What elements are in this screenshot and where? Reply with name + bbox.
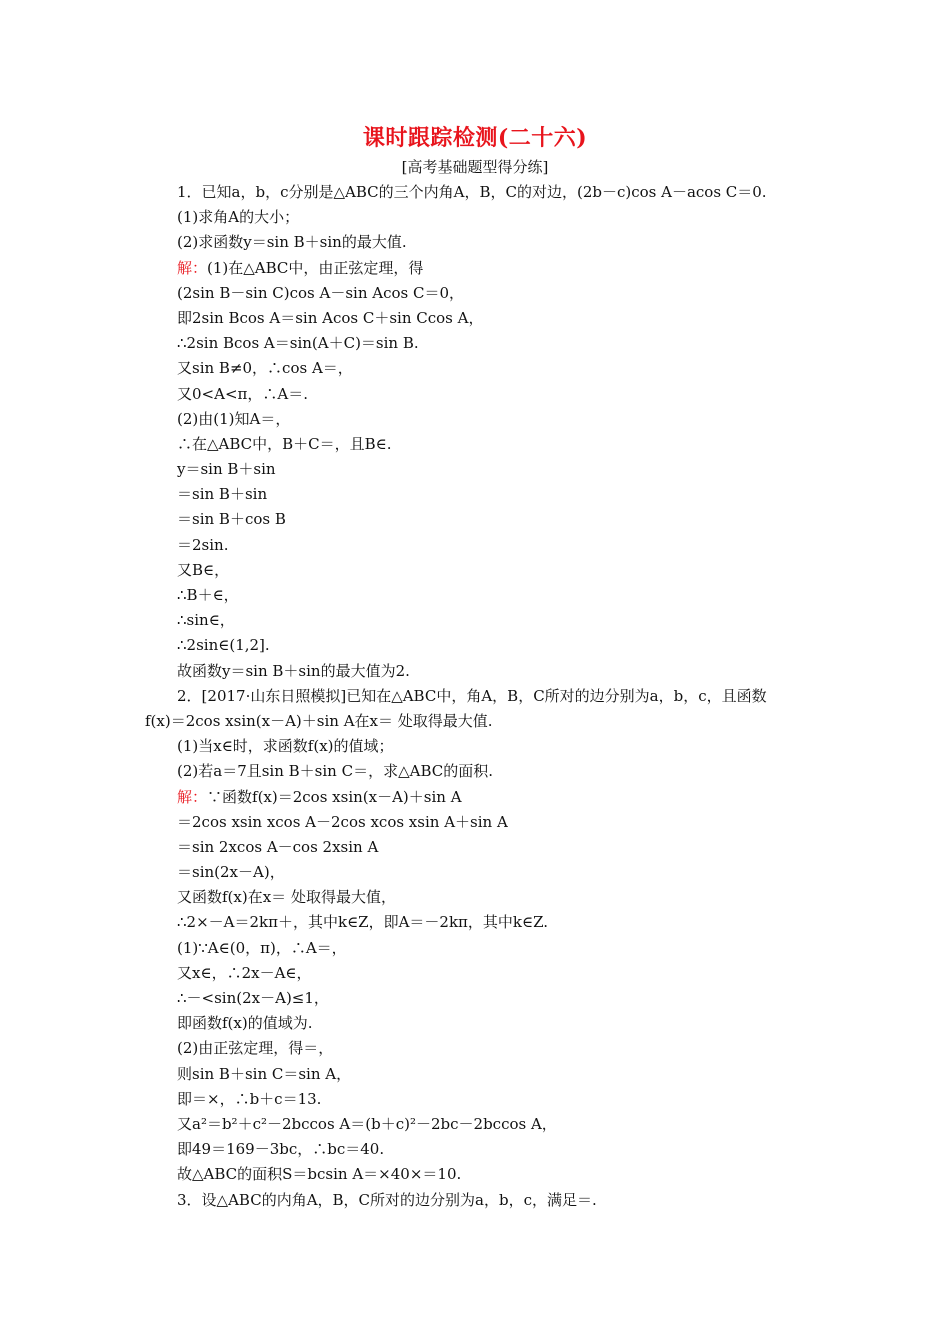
line-text: (1)当x∈时，求函数f(x)的值域； xyxy=(177,737,394,756)
line-text: y＝sin B＋sin xyxy=(177,460,276,479)
line-text: 即＝×，∴b＋c＝13. xyxy=(177,1089,322,1108)
line-text: 故△ABC的面积S＝bcsin A＝×40×＝10. xyxy=(177,1165,462,1184)
line-text: 2．[2017·山东日照模拟]已知在△ABC中，角A，B，C所对的边分别为a，b，c，且函数 xyxy=(177,686,767,705)
line-text: ＝sin B＋cos B xyxy=(177,510,286,529)
line-text: ∴2sin∈(1,2]. xyxy=(177,636,270,655)
line-text: ＝sin 2xcos A－cos 2xsin A xyxy=(177,837,379,856)
line-text: ∵函数f(x)＝2cos xsin(x－A)＋sin A xyxy=(207,787,462,806)
line-text: ∴2sin Bcos A＝sin(A＋C)＝sin B. xyxy=(177,334,419,353)
text-line xyxy=(0,684,950,709)
text-line xyxy=(0,835,950,860)
text-line xyxy=(0,885,950,910)
line-text: ＝sin(2x－A)， xyxy=(177,863,285,882)
text-line xyxy=(0,507,950,532)
text-line xyxy=(0,1112,950,1137)
text-line xyxy=(0,1162,950,1187)
text-line xyxy=(0,633,950,658)
line-text: ＝sin B＋sin xyxy=(177,485,268,504)
line-text: (2sin B－sin C)cos A－sin Acos C＝0， xyxy=(177,283,464,302)
line-text: 即49＝169－3bc，∴bc＝40. xyxy=(177,1140,385,1159)
line-text: ∴－<sin(2x－A)≤1， xyxy=(177,989,329,1007)
text-line xyxy=(0,205,950,230)
text-line xyxy=(0,759,950,784)
text-line xyxy=(0,356,950,381)
line-text: 又0<A<π，∴A＝. xyxy=(177,384,308,403)
line-text: ∴sin∈， xyxy=(177,611,235,630)
text-line xyxy=(0,709,950,734)
document-body xyxy=(0,180,950,1213)
text-line xyxy=(0,457,950,482)
text-line xyxy=(0,961,950,986)
line-text: 即函数f(x)的值域为. xyxy=(177,1014,313,1033)
text-line xyxy=(0,583,950,608)
line-text: 又x∈，∴2x－A∈， xyxy=(177,963,312,982)
text-line xyxy=(0,281,950,306)
text-line xyxy=(0,910,950,935)
line-text: 3．设△ABC的内角A，B，C所对的边分别为a，b，c，满足＝. xyxy=(177,1190,597,1209)
line-text: (1)求角A的大小； xyxy=(177,208,300,227)
line-text: f(x)＝2cos xsin(x－A)＋sin A在x＝ 处取得最大值. xyxy=(145,711,493,730)
line-text: 1．已知a，b，c分别是△ABC的三个内角A，B，C的对边，(2b－c)cos A－acos C＝0. xyxy=(177,183,767,201)
text-line xyxy=(0,432,950,457)
text-line xyxy=(0,734,950,759)
line-text: (2)由正弦定理，得＝， xyxy=(177,1039,334,1058)
line-text: (2)由(1)知A＝， xyxy=(177,409,291,428)
solution-label: 解： xyxy=(177,258,208,277)
text-line xyxy=(0,860,950,885)
text-line xyxy=(0,331,950,356)
line-text: ＝2cos xsin xcos A－2cos xcos xsin A＋sin A xyxy=(177,812,508,831)
line-text: (2)求函数y＝sin B＋sin的最大值. xyxy=(177,233,407,252)
line-text: ∴在△ABC中，B＋C＝，且B∈. xyxy=(177,434,392,453)
line-text: ∴2×－A＝2kπ＋，其中k∈Z，即A＝－2kπ，其中k∈Z. xyxy=(177,913,549,932)
text-line xyxy=(0,306,950,331)
text-line xyxy=(0,382,950,407)
text-line xyxy=(0,659,950,684)
line-text: 即2sin Bcos A＝sin Acos C＋sin Ccos A， xyxy=(177,308,484,327)
line-text: 又sin B≠0，∴cos A＝， xyxy=(177,359,353,378)
text-line xyxy=(0,256,950,281)
text-line xyxy=(0,407,950,432)
text-line xyxy=(0,1087,950,1112)
text-line xyxy=(0,936,950,961)
page-title: 课时跟踪检测(二十六) xyxy=(362,125,588,151)
text-line xyxy=(0,1011,950,1036)
text-line xyxy=(0,180,950,205)
text-line xyxy=(0,608,950,633)
text-line xyxy=(0,1062,950,1087)
line-text: (2)若a＝7且sin B＋sin C＝，求△ABC的面积. xyxy=(177,762,493,781)
line-text: 又a²＝b²＋c²－2bccos A＝(b＋c)²－2bc－2bccos A， xyxy=(177,1114,557,1133)
section-subtitle: [高考基础题型得分练] xyxy=(401,158,549,176)
text-line xyxy=(0,558,950,583)
line-text: 故函数y＝sin B＋sin的最大值为2. xyxy=(177,661,410,680)
text-line xyxy=(0,482,950,507)
text-line xyxy=(0,230,950,255)
solution-label: 解： xyxy=(177,787,208,806)
line-text: ∴B＋∈， xyxy=(177,586,239,604)
text-line xyxy=(0,533,950,558)
line-text: (1)在△ABC中，由正弦定理，得 xyxy=(207,258,424,277)
line-text: 又B∈， xyxy=(177,560,230,579)
line-text: (1)∵A∈(0，π)，∴A＝， xyxy=(177,938,347,957)
line-text: 又函数f(x)在x＝ 处取得最大值， xyxy=(177,888,396,907)
text-line xyxy=(0,986,950,1011)
text-line xyxy=(0,785,950,810)
text-line xyxy=(0,1036,950,1061)
line-text: 则sin B＋sin C＝sin A， xyxy=(177,1064,352,1083)
text-line xyxy=(0,1188,950,1213)
text-line xyxy=(0,1137,950,1162)
text-line xyxy=(0,810,950,835)
line-text: ＝2sin. xyxy=(177,535,229,554)
